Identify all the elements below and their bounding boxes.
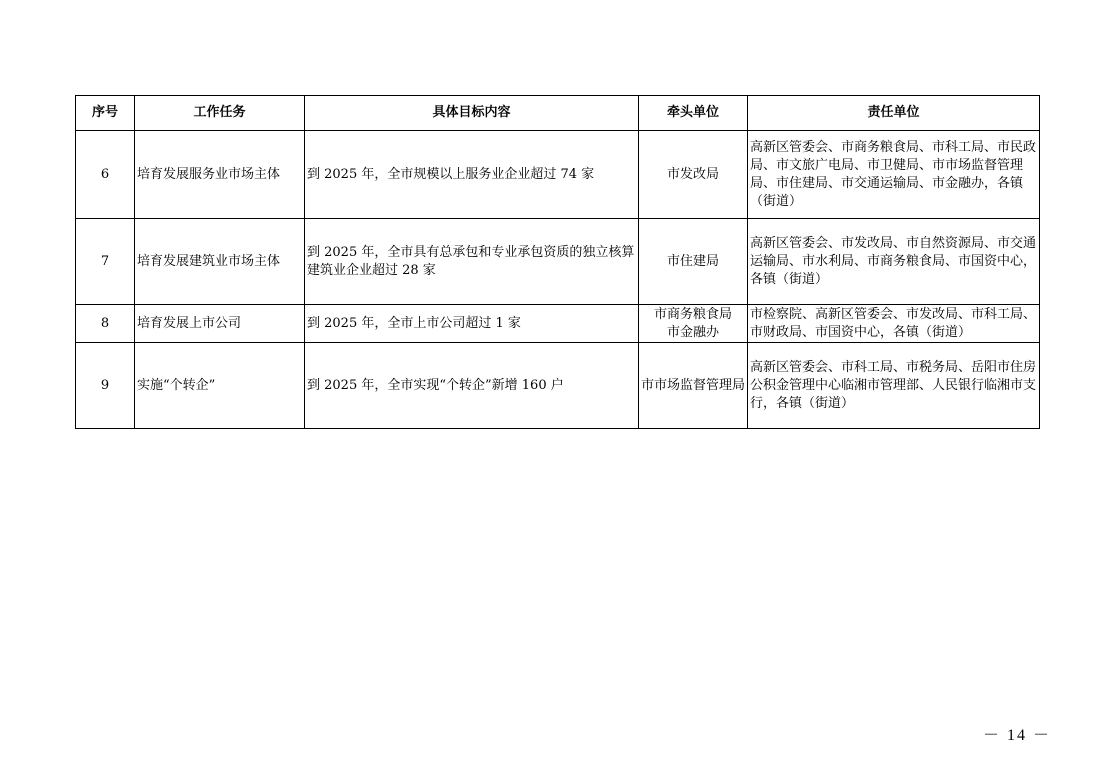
task-table-container	[75, 95, 1039, 429]
header-target: 具体目标内容	[305, 96, 639, 131]
row-index: 9	[76, 343, 135, 429]
row-target: 到 2025 年，全市上市公司超过 1 家	[305, 305, 639, 343]
row-task: 培育发展建筑业市场主体	[135, 219, 305, 305]
header-index: 序号	[76, 96, 135, 131]
header-lead-unit: 牵头单位	[639, 96, 748, 131]
row-index: 6	[76, 131, 135, 219]
row-index: 7	[76, 219, 135, 305]
row-responsible-unit: 高新区管委会、市商务粮食局、市科工局、市民政局、市文旅广电局、市卫健局、市市场监督管理局、市住建局、市交通运输局、市金融办，各镇（街道）	[748, 131, 1040, 219]
lead-unit-line: 市住建局	[666, 253, 719, 269]
table-header-row	[76, 96, 1040, 131]
row-target: 到 2025 年，全市规模以上服务业企业超过 74 家	[305, 131, 639, 219]
row-task: 培育发展上市公司	[135, 305, 305, 343]
row-lead-unit	[639, 131, 748, 219]
header-responsible-unit: 责任单位	[748, 96, 1040, 131]
task-table	[75, 95, 1040, 429]
row-target: 到 2025 年，全市实现“个转企”新增 160 户	[305, 343, 639, 429]
lead-unit-line: 市发改局	[666, 166, 719, 182]
table-row	[76, 305, 1040, 343]
lead-unit-line: 市金融办	[666, 324, 719, 340]
header-task: 工作任务	[135, 96, 305, 131]
row-task: 实施“个转企”	[135, 343, 305, 429]
row-responsible-unit: 高新区管委会、市科工局、市税务局、岳阳市住房公积金管理中心临湘市管理部、人民银行临湘市支行，各镇（街道）	[748, 343, 1040, 429]
page-number: － 14 －	[983, 727, 1052, 744]
lead-unit-line: 市商务粮食局	[653, 306, 732, 322]
row-target: 到 2025 年，全市具有总承包和专业承包资质的独立核算建筑业企业超过 28 家	[305, 219, 639, 305]
row-lead-unit	[639, 305, 748, 343]
row-index: 8	[76, 305, 135, 343]
row-task: 培育发展服务业市场主体	[135, 131, 305, 219]
row-lead-unit	[639, 219, 748, 305]
table-row	[76, 219, 1040, 305]
lead-unit-line: 市市场监督管理局	[641, 377, 746, 393]
row-responsible-unit: 高新区管委会、市发改局、市自然资源局、市交通运输局、市水利局、市商务粮食局、市国资中心，各镇（街道）	[748, 219, 1040, 305]
row-responsible-unit: 市检察院、高新区管委会、市发改局、市科工局、市财政局、市国资中心，各镇（街道）	[748, 305, 1040, 343]
table-row	[76, 343, 1040, 429]
table-row	[76, 131, 1040, 219]
row-lead-unit	[639, 343, 748, 429]
